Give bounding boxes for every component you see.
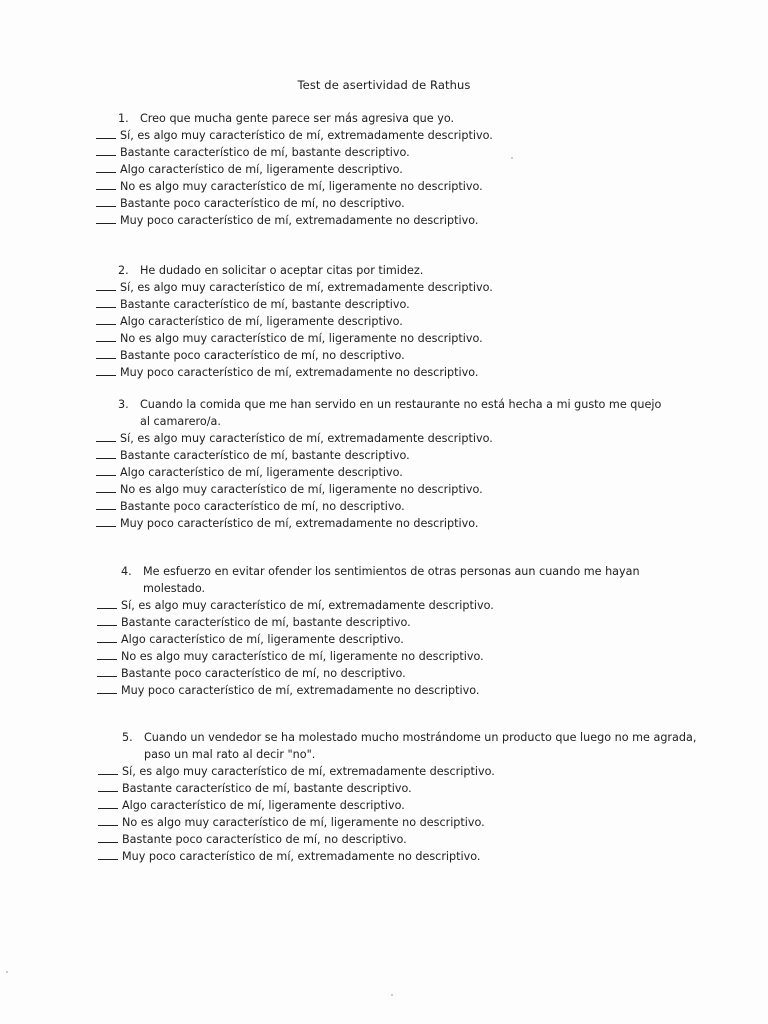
answer-blank[interactable] [96,280,116,291]
answer-blank[interactable] [96,516,116,527]
answer-option[interactable] [98,780,698,797]
answer-blank[interactable] [98,781,118,792]
answer-blank[interactable] [96,365,116,376]
answer-option[interactable] [96,212,656,229]
answer-blank[interactable] [98,798,118,809]
answer-blank[interactable] [97,683,117,694]
answer-option[interactable] [96,178,656,195]
answer-option[interactable] [96,313,656,330]
answer-options [96,430,676,532]
answer-option[interactable] [96,447,676,464]
answer-option[interactable] [98,763,698,780]
answer-option[interactable] [96,515,676,532]
option-label: Bastante poco característico de mí, no descriptivo. [122,833,407,846]
answer-blank[interactable] [96,465,116,476]
answer-option[interactable] [96,347,656,364]
scan-speck [391,994,393,996]
option-label: Bastante característico de mí, bastante descriptivo. [120,298,410,311]
question-number: 4. [121,565,132,578]
answer-blank[interactable] [96,297,116,308]
answer-blank[interactable] [96,145,116,156]
answer-option[interactable] [96,279,656,296]
answer-blank[interactable] [96,314,116,325]
option-label: Sí, es algo muy característico de mí, extremadamente descriptivo. [120,432,493,445]
answer-option[interactable] [98,848,698,865]
answer-blank[interactable] [98,815,118,826]
answer-option[interactable] [96,464,676,481]
answer-option[interactable] [97,648,687,665]
option-label: No es algo muy característico de mí, ligeramente no descriptivo. [120,332,483,345]
option-label: Sí, es algo muy característico de mí, extremadamente descriptivo. [120,281,493,294]
answer-option[interactable] [98,797,698,814]
answer-blank[interactable] [96,162,116,173]
answer-blank[interactable] [97,666,117,677]
answer-options [97,597,687,699]
option-label: Algo característico de mí, ligeramente descriptivo. [120,163,403,176]
answer-option[interactable] [98,814,698,831]
option-label: Bastante poco característico de mí, no descriptivo. [120,349,405,362]
answer-option[interactable] [96,161,656,178]
document-title: Test de asertividad de Rathus [297,78,471,92]
answer-option[interactable] [97,631,687,648]
option-label: Muy poco característico de mí, extremadamente no descriptivo. [120,366,479,379]
question-heading [118,110,656,127]
question-heading [122,729,704,763]
question-3 [96,396,676,532]
option-label: Bastante poco característico de mí, no descriptivo. [121,667,406,680]
option-label: Sí, es algo muy característico de mí, extremadamente descriptivo. [122,765,495,778]
question-4 [97,563,687,699]
answer-option[interactable] [96,481,676,498]
answer-blank[interactable] [96,196,116,207]
option-label: Bastante característico de mí, bastante descriptivo. [121,616,411,629]
question-text: Cuando la comida que me han servido en un restaurante no está hecha a mi gusto me quejo al camarero/a. [140,398,662,428]
answer-blank[interactable] [96,499,116,510]
question-number: 1. [118,112,129,125]
question-5 [98,729,698,865]
answer-option[interactable] [97,597,687,614]
answer-blank[interactable] [96,448,116,459]
answer-blank[interactable] [96,482,116,493]
option-label: Bastante característico de mí, bastante descriptivo. [122,782,412,795]
question-text: Cuando un vendedor se ha molestado mucho mostrándome un producto que luego no me agrada, paso un mal rato al decir "no". [144,731,697,761]
answer-blank[interactable] [97,632,117,643]
answer-option[interactable] [97,665,687,682]
option-label: No es algo muy característico de mí, ligeramente no descriptivo. [121,650,484,663]
answer-option[interactable] [96,430,676,447]
answer-blank[interactable] [97,649,117,660]
answer-options [98,763,698,865]
option-label: No es algo muy característico de mí, ligeramente no descriptivo. [120,483,483,496]
option-label: Algo característico de mí, ligeramente descriptivo. [121,633,404,646]
option-label: Muy poco característico de mí, extremadamente no descriptivo. [120,517,479,530]
question-number: 2. [118,264,129,277]
option-label: No es algo muy característico de mí, ligeramente no descriptivo. [120,180,483,193]
answer-blank[interactable] [96,348,116,359]
option-label: Muy poco característico de mí, extremadamente no descriptivo. [120,214,479,227]
option-label: Sí, es algo muy característico de mí, extremadamente descriptivo. [120,129,493,142]
option-label: Algo característico de mí, ligeramente descriptivo. [120,466,403,479]
answer-blank[interactable] [96,431,116,442]
scan-speck [6,971,8,973]
answer-option[interactable] [98,831,698,848]
option-label: Bastante característico de mí, bastante descriptivo. [120,146,410,159]
option-label: Bastante poco característico de mí, no descriptivo. [120,500,405,513]
answer-option[interactable] [96,127,656,144]
option-label: Algo característico de mí, ligeramente descriptivo. [120,315,403,328]
answer-blank[interactable] [96,213,116,224]
question-text: He dudado en solicitar o aceptar citas por timidez. [140,264,424,277]
scan-speck [511,157,513,159]
answer-blank[interactable] [96,331,116,342]
answer-blank[interactable] [98,764,118,775]
question-text: Creo que mucha gente parece ser más agresiva que yo. [140,112,455,125]
answer-blank[interactable] [96,179,116,190]
question-heading [118,396,670,430]
answer-blank[interactable] [97,598,117,609]
option-label: Muy poco característico de mí, extremadamente no descriptivo. [121,684,480,697]
answer-blank[interactable] [98,832,118,843]
answer-option[interactable] [96,364,656,381]
answer-blank[interactable] [96,128,116,139]
answer-option[interactable] [96,330,656,347]
answer-option[interactable] [96,296,656,313]
question-text: Me esfuerzo en evitar ofender los sentimientos de otras personas aun cuando me hayan molestado. [143,565,640,595]
question-1 [96,110,656,229]
question-heading [121,563,693,597]
answer-option[interactable] [97,682,687,699]
answer-option[interactable] [96,498,676,515]
option-label: Sí, es algo muy característico de mí, extremadamente descriptivo. [121,599,494,612]
question-2 [96,262,656,381]
answer-option[interactable] [97,614,687,631]
answer-blank[interactable] [97,615,117,626]
answer-options [96,279,656,381]
answer-blank[interactable] [98,849,118,860]
answer-option[interactable] [96,195,656,212]
question-number: 5. [122,731,133,744]
option-label: Bastante característico de mí, bastante descriptivo. [120,449,410,462]
question-number: 3. [118,398,129,411]
answer-option[interactable] [96,144,656,161]
option-label: Bastante poco característico de mí, no descriptivo. [120,197,405,210]
option-label: Muy poco característico de mí, extremadamente no descriptivo. [122,850,481,863]
option-label: Algo característico de mí, ligeramente descriptivo. [122,799,405,812]
option-label: No es algo muy característico de mí, ligeramente no descriptivo. [122,816,485,829]
answer-options [96,127,656,229]
question-heading [118,262,656,279]
